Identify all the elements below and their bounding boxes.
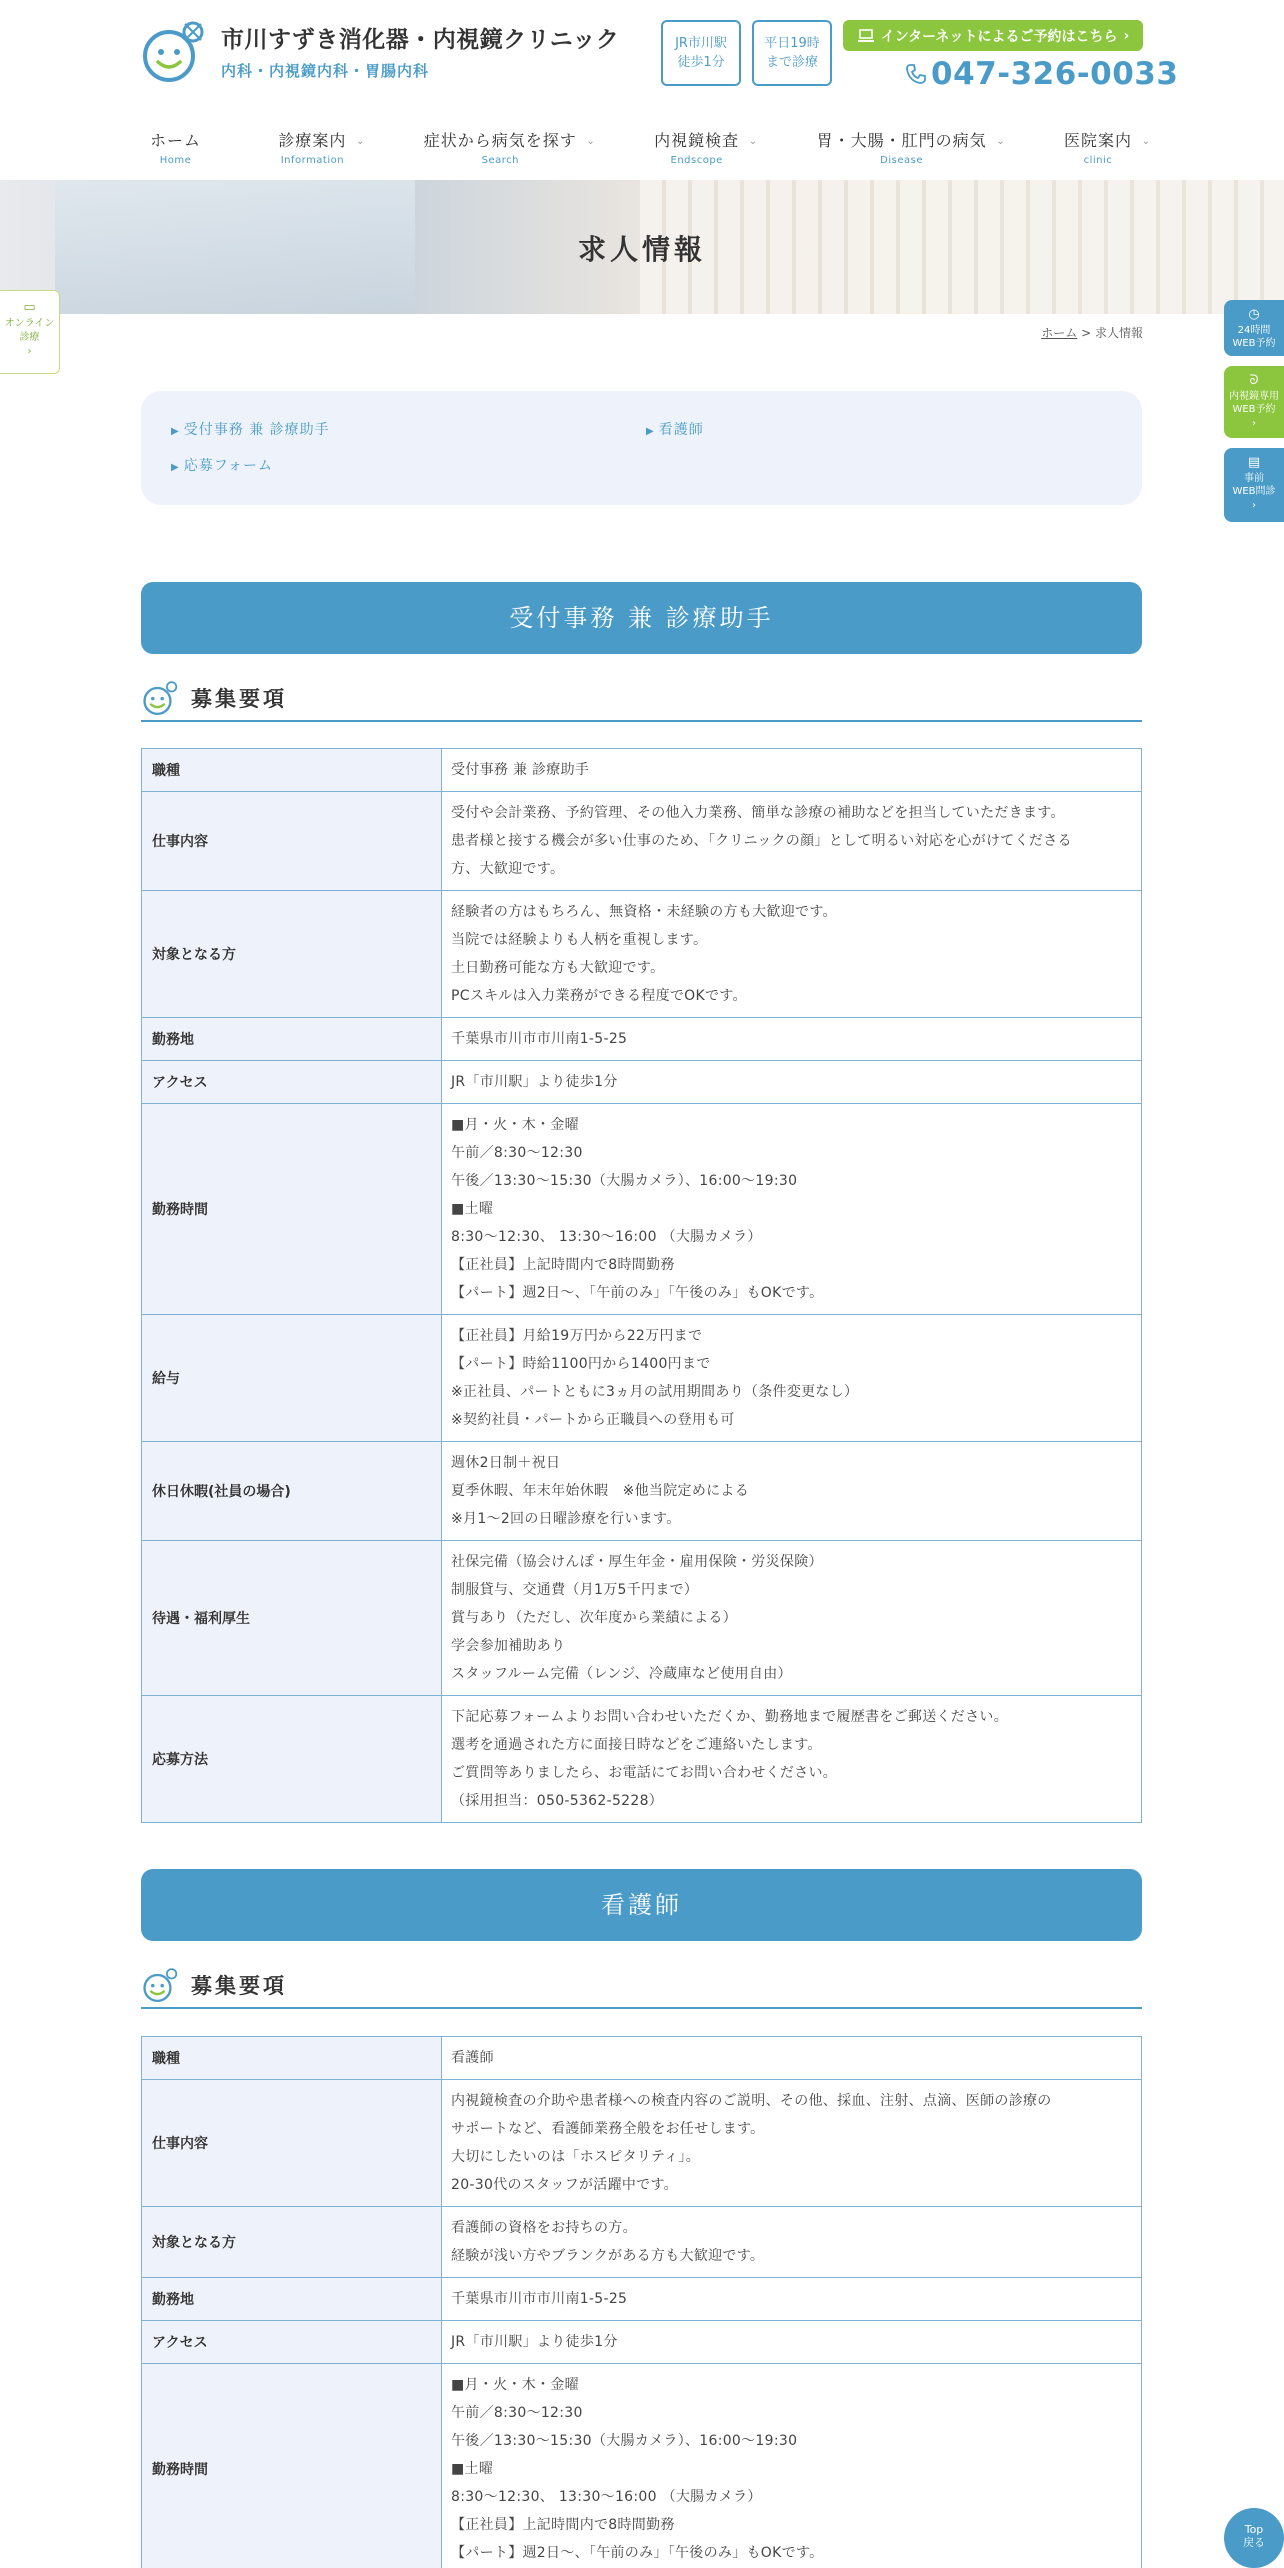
row-label: 勤務時間 [142,2364,442,2568]
row-value [442,2321,1142,2364]
row-value-line: 8:30〜12:30、 13:30〜16:00 （大腸カメラ） [451,2489,762,2505]
row-label: アクセス [142,2321,442,2364]
nav-sublabel: Endscope [670,155,723,166]
nav-label: 医院案内 [1063,131,1132,150]
nav-label: 内視鏡検査 [654,131,740,150]
reservation-label: インターネットによるご予約はこちら [880,28,1118,45]
row-value-line: 週休2日制＋祝日 [451,1455,561,1471]
row-value [442,1442,1142,1541]
toc-label: 看護師 [658,422,704,438]
table-row [142,1541,1142,1696]
monitor-icon: ▭ [23,300,36,315]
chevron-down-icon: ⌄ [1141,136,1150,147]
table-row [142,1315,1142,1442]
row-value-line: 大切にしたいのは「ホスピタリティ」。 [451,2149,700,2165]
smile-logo-icon [141,1965,181,2005]
row-label: 給与 [142,1315,442,1442]
access-badge [661,20,741,86]
row-value-line: 学会参加補助あり [451,1638,566,1654]
table-row [142,1442,1142,1541]
breadcrumb-separator: > [1081,326,1092,340]
row-value-line: ■土曜 [451,1201,494,1217]
row-value [442,2207,1142,2278]
chevron-right-icon: › [1252,499,1256,511]
row-label: アクセス [142,1061,442,1104]
nav-item-clinic[interactable] [1064,128,1150,168]
web-reservation-tab[interactable] [1224,300,1284,356]
row-value-line: 経験が浅い方やブランクがある方も大歓迎です。 [451,2248,765,2264]
row-label: 応募方法 [142,1696,442,1823]
subhead-requirements [141,1963,1142,2009]
top-sublabel: 戻る [1243,2536,1265,2550]
triangle-right-icon: ▶ [171,462,180,473]
row-value-line: ご質問等ありましたら、お電話にてお問い合わせください。 [451,1765,838,1781]
row-value-line: 賞与あり（ただし、次年度から業績による） [451,1610,737,1626]
tab-line: オンライン [4,318,55,330]
toc-link-nurse[interactable] [646,419,704,439]
row-value [442,1061,1142,1104]
row-value-line: 8:30〜12:30、 13:30〜16:00 （大腸カメラ） [451,1229,762,1245]
chevron-right-icon: › [27,346,32,358]
row-label: 勤務地 [142,1018,442,1061]
phone-number[interactable] [905,56,1178,92]
table-row [142,1018,1142,1061]
nav-item-search[interactable] [424,128,595,168]
requirements-table [141,748,1142,1823]
smile-logo-icon [141,18,209,84]
clinic-logo[interactable] [141,18,619,84]
row-label: 仕事内容 [142,2080,442,2207]
row-value-line: 下記応募フォームよりお問い合わせいただくか、勤務地まで履歴書をご郵送ください。 [451,1709,1008,1725]
row-value-line: 20-30代のスタッフが活躍中です。 [451,2177,678,2193]
endoscope-reservation-tab[interactable] [1224,366,1284,438]
table-row [142,2207,1142,2278]
row-label: 休日休暇(社員の場合) [142,1442,442,1541]
row-value-line: 看護師の資格をお持ちの方。 [451,2220,637,2236]
nav-item-disease[interactable] [817,128,1005,168]
badge-line: 平日19時 [764,35,820,51]
endoscope-icon: ᘐ [1249,373,1259,388]
row-value [442,2278,1142,2321]
table-row [142,2364,1142,2568]
row-value [442,749,1142,792]
row-value-line: 制服貸与、交通費（月1万5千円まで） [451,1582,699,1598]
subhead-title: 募集要項 [191,687,287,711]
row-value-line: ※月1〜2回の日曜診療を行います。 [451,1511,681,1527]
row-label: 対象となる方 [142,891,442,1018]
row-value-line: 千葉県市川市市川南1-5-25 [451,2291,628,2307]
chevron-down-icon: ⌄ [586,136,595,147]
row-value-line: 看護師 [451,2050,494,2066]
site-header [0,0,1284,180]
row-value [442,792,1142,891]
row-value-line: 選考を通過された方に面接日時などをご連絡いたします。 [451,1737,822,1753]
row-value-line: 【パート】時給1100円から1400円まで [451,1356,711,1372]
nav-label: 症状から病気を探す [423,131,577,150]
row-value-line: 夏季休暇、年末年始休暇 ※他当院定めによる [451,1483,750,1499]
table-row [142,2037,1142,2080]
nav-label: 診療案内 [278,131,347,150]
phone-icon [905,63,927,85]
table-row [142,1061,1142,1104]
row-label: 職種 [142,749,442,792]
back-to-top-button[interactable] [1224,2508,1284,2568]
table-row [142,749,1142,792]
chevron-down-icon: ⌄ [996,136,1005,147]
row-value [442,1696,1142,1823]
tab-line: 内視鏡専用 [1229,390,1279,402]
row-value-line: 【正社員】上記時間内で8時間勤務 [451,1257,675,1273]
clock-icon: ◷ [1248,307,1260,322]
page-toc [141,391,1142,505]
triangle-right-icon: ▶ [646,426,655,437]
section-title-nurse: 看護師 [141,1869,1142,1941]
table-row [142,2321,1142,2364]
row-value-line: 【正社員】上記時間内で8時間勤務 [451,2517,675,2533]
row-value-line: JR「市川駅」より徒歩1分 [451,2334,618,2350]
global-nav [150,128,1150,168]
table-row [142,792,1142,891]
document-icon: ▤ [1247,455,1261,470]
row-label: 勤務地 [142,2278,442,2321]
table-row [142,2278,1142,2321]
toc-link-reception[interactable] [171,419,330,439]
row-value-line: 受付事務 兼 診療助手 [451,762,590,778]
web-questionnaire-tab[interactable] [1224,448,1284,522]
row-value [442,891,1142,1018]
row-label: 対象となる方 [142,2207,442,2278]
tab-line: WEB問診 [1232,486,1276,498]
laptop-icon [857,29,875,43]
row-value [442,2364,1142,2568]
tab-line: 診療 [19,332,40,344]
nav-sublabel: Information [280,155,345,166]
nav-label: ホーム [150,131,202,150]
chevron-right-icon: › [1252,417,1256,429]
chevron-down-icon: ⌄ [356,136,365,147]
badge-line: まで診療 [765,55,818,70]
badge-line: JR市川駅 [675,35,727,51]
row-label: 仕事内容 [142,792,442,891]
tab-line: 24時間 [1237,324,1271,336]
row-value-line: 千葉県市川市市川南1-5-25 [451,1031,628,1047]
requirements-table [141,2036,1142,2568]
tab-line: WEB予約 [1232,338,1276,350]
nav-label: 胃・大腸・肛門の病気 [816,131,987,150]
breadcrumb-current: 求人情報 [1094,326,1143,340]
row-value-line: ■土曜 [451,2461,494,2477]
smile-logo-icon [141,678,181,718]
chevron-right-icon: › [1123,27,1130,44]
subhead-title: 募集要項 [191,1974,287,1998]
nav-sublabel: Search [481,155,519,166]
toc-link-form[interactable] [171,455,273,475]
hours-badge [752,20,832,86]
row-value-line: ※契約社員・パートから正職員への登用も可 [451,1412,735,1428]
row-value-line: 午後／13:30〜15:30（大腸カメラ）、16:00〜19:30 [451,1173,798,1189]
tab-line: 事前 [1244,472,1264,484]
top-label: Top [1244,2523,1264,2536]
row-value [442,2037,1142,2080]
row-value-line: （採用担当：050-5362-5228） [451,1793,664,1809]
nav-sublabel: clinic [1083,155,1113,166]
toc-label: 受付事務 兼 診療助手 [183,422,330,438]
badge-line: 徒歩1分 [677,55,725,70]
table-row [142,1104,1142,1315]
chevron-down-icon: ⌄ [748,136,758,147]
nav-item-endoscope[interactable] [654,128,757,168]
row-value-line: 土日勤務可能な方も大歓迎です。 [451,960,665,976]
nav-sublabel: Disease [880,155,923,166]
phone-text: 047-326-0033 [931,56,1179,92]
row-value-line: 午前／8:30〜12:30 [451,2405,583,2421]
row-value-line: 受付や会計業務、予約管理、その他入力業務、簡単な診療の補助などを担当していただきます。 [451,805,1065,821]
row-value-line: JR「市川駅」より徒歩1分 [451,1074,618,1090]
row-value-line: スタッフルーム完備（レンジ、冷蔵庫など使用自由） [451,1666,792,1682]
toc-label: 応募フォーム [183,458,274,474]
row-value-line: ※正社員、パートともに3ヵ月の試用期間あり（条件変更なし） [451,1384,859,1400]
clinic-departments: 内科・内視鏡内科・胃腸内科 [221,62,430,80]
table-row [142,1696,1142,1823]
table-row [142,891,1142,1018]
nav-item-home[interactable] [150,128,219,168]
row-label: 勤務時間 [142,1104,442,1315]
row-value-line: PCスキルは入力業務ができる程度でOKです。 [451,988,747,1004]
tab-line: WEB予約 [1232,404,1276,416]
row-value-line: ■月・火・木・金曜 [451,1117,579,1133]
row-value-line: 午前／8:30〜12:30 [451,1145,583,1161]
triangle-right-icon: ▶ [171,426,180,437]
breadcrumb [1041,324,1143,341]
row-value-line: 当院では経験よりも人柄を重視します。 [451,932,708,948]
clinic-name: 市川すずき消化器・内視鏡クリニック [221,27,620,53]
row-value-line: 【パート】週2日〜、「午前のみ」「午後のみ」もOKです。 [451,1285,824,1301]
row-value-line: 方、大歓迎です。 [451,861,565,877]
nav-sublabel: Home [159,155,192,166]
row-value-line: 内視鏡検査の介助や患者様への検査内容のご説明、その他、採血、注射、点滴、医師の診療の [451,2093,1052,2109]
row-value-line: 午後／13:30〜15:30（大腸カメラ）、16:00〜19:30 [451,2433,798,2449]
page-hero [0,180,1284,314]
subhead-requirements [141,676,1142,722]
row-value [442,1104,1142,1315]
row-value-line: 【正社員】月給19万円から22万円まで [451,1328,703,1344]
table-row [142,2080,1142,2207]
row-value [442,2080,1142,2207]
row-label: 待遇・福利厚生 [142,1541,442,1696]
section-title-reception: 受付事務 兼 診療助手 [141,582,1142,654]
row-value [442,1541,1142,1696]
internet-reservation-button[interactable] [843,20,1143,51]
row-value-line: サポートなど、看護師業務全般をお任せします。 [451,2121,765,2137]
row-value-line: ■月・火・木・金曜 [451,2377,579,2393]
row-value-line: 【パート】週2日〜、「午前のみ」「午後のみ」もOKです。 [451,2545,824,2561]
page-title: 求人情報 [577,233,706,266]
online-consultation-tab[interactable] [0,290,60,374]
row-value [442,1018,1142,1061]
nav-item-information[interactable] [278,128,364,168]
row-value [442,1315,1142,1442]
row-value-line: 社保完備（協会けんぽ・厚生年金・雇用保険・労災保険） [451,1554,823,1570]
row-value-line: 患者様と接する機会が多い仕事のため、「クリニックの顔」として明るい対応を心がけてくださる [451,833,1072,849]
row-value-line: 経験者の方はもちろん、無資格・未経験の方も大歓迎です。 [451,904,837,920]
breadcrumb-home-link[interactable]: ホーム [1041,326,1078,340]
row-label: 職種 [142,2037,442,2080]
